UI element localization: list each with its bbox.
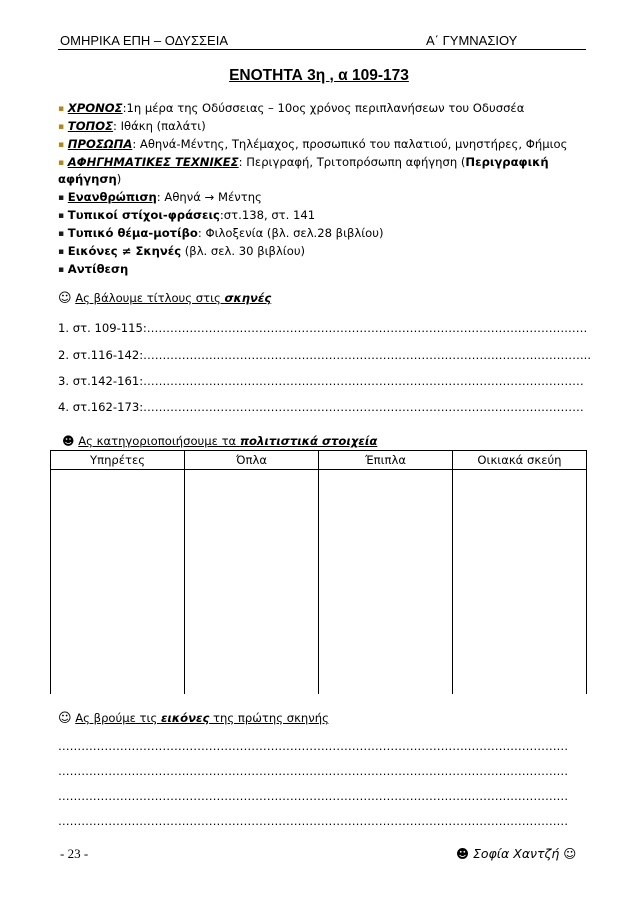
fact-stixoi xyxy=(58,208,315,222)
bullet-icon: ▪ xyxy=(58,158,65,168)
table-header-cell: Υπηρέτες xyxy=(51,451,185,470)
smiley-icon: ☺ xyxy=(58,711,72,726)
fact-antithesi xyxy=(58,262,128,276)
fact-prosopa xyxy=(58,137,567,151)
table-row xyxy=(51,470,587,695)
header-rule xyxy=(58,49,586,50)
author-credit xyxy=(456,846,576,861)
topos-label: ΤΟΠΟΣ xyxy=(67,119,114,133)
fact-eikones xyxy=(58,244,305,258)
fact-enanthropisi xyxy=(58,190,262,204)
scene-line[interactable]: 2. στ.116-142:…………………………………………………………………………………………………….. xyxy=(58,348,592,362)
eikones-value: (βλ. σελ. 30 βιβλίου) xyxy=(181,244,306,258)
table-header-cell: Οικιακά σκεύη xyxy=(452,451,586,470)
task-categorize xyxy=(62,434,377,448)
afig-close: ) xyxy=(116,172,122,186)
task2-emph: πολιτιστικά στοιχεία xyxy=(239,434,378,448)
stixoi-label: Τυπικοί στίχοι-φράσεις xyxy=(67,208,220,222)
bullet-icon: ▪ xyxy=(58,140,65,150)
task3-prefix: Ας βρούμε τις xyxy=(75,711,161,725)
task3-suffix: της πρώτης σκηνής xyxy=(209,711,329,725)
header-left: ΟΜΗΡΙΚΑ ΕΠΗ – ΟΔΥΣΣΕΙΑ xyxy=(60,33,229,48)
table-cell[interactable] xyxy=(185,470,319,695)
header-right: Α΄ ΓΥΜΝΑΣΙΟΥ xyxy=(426,33,518,48)
thema-value: : Φιλοξενία (βλ. σελ.28 βιβλίου) xyxy=(197,226,384,240)
answer-line[interactable]: …………………………………………………………………………………………………………………… xyxy=(58,764,569,778)
afig-bold2: αφήγηση xyxy=(58,172,117,186)
task1-emph: σκηνές xyxy=(224,291,272,305)
table-cell[interactable] xyxy=(51,470,185,695)
table-header-row xyxy=(51,451,587,470)
black-smiley-icon: ☻ xyxy=(62,434,75,448)
chronos-value: :1η μέρα της Οδύσσειας – 10ος χρόνος περιπλανήσεων του Οδυσσέα xyxy=(122,101,525,115)
table-header-cell: Όπλα xyxy=(185,451,319,470)
task-find-images xyxy=(58,711,329,726)
fact-afigimatikes xyxy=(58,155,549,169)
prosopa-label: ΠΡΟΣΩΠΑ xyxy=(67,137,133,151)
afig-value: : Περιγραφή, Τριτοπρόσωπη αφήγηση ( xyxy=(238,155,466,169)
table-cell[interactable] xyxy=(318,470,452,695)
afig-bold: Περιγραφική xyxy=(465,155,549,169)
enanth-value: : Αθηνά → Μέντης xyxy=(156,190,262,204)
task1-prefix: Ας βάλουμε τίτλους στις xyxy=(75,291,225,305)
smiley-icon: ☺ xyxy=(58,291,72,306)
afig-label: ΑΦΗΓΗΜΑΤΙΚΕΣ ΤΕΧΝΙΚΕΣ xyxy=(67,155,239,169)
chronos-label: ΧΡΟΝΟΣ xyxy=(67,101,123,115)
page-number: - 23 - xyxy=(60,846,89,861)
antithesi-label: Αντίθεση xyxy=(67,262,129,276)
scene-line[interactable]: 4. στ.162-173:…………………………………………………………………………………………………… xyxy=(58,400,584,414)
fact-chronos xyxy=(58,101,524,115)
scene-line[interactable]: 3. στ.142-161:…………………………………………………………………………………………………… xyxy=(58,374,584,388)
fact-topos xyxy=(58,119,206,133)
fact-afigimatikes-cont xyxy=(58,172,121,186)
fact-thema xyxy=(58,226,384,240)
enanth-label: Ενανθρώπιση xyxy=(67,190,157,204)
table-header-cell: Έπιπλα xyxy=(318,451,452,470)
culture-table xyxy=(50,450,587,694)
bullet-icon: ▪ xyxy=(58,122,65,132)
bullet-icon: ▪ xyxy=(58,211,65,221)
task2-prefix: Ας κατηγοριοποιήσουμε τα xyxy=(78,434,240,448)
bullet-icon: ▪ xyxy=(58,229,65,239)
black-smiley-icon: ☻ xyxy=(456,846,470,861)
answer-line[interactable]: …………………………………………………………………………………………………………………… xyxy=(58,789,569,803)
author-name: Σοφία Χαντζή xyxy=(473,846,560,861)
page-title: ΕΝΟΤΗΤΑ 3η , α 109-173 xyxy=(229,67,409,84)
table-cell[interactable] xyxy=(452,470,586,695)
task3-emph: εικόνες xyxy=(160,711,210,725)
answer-line[interactable]: …………………………………………………………………………………………………………………… xyxy=(58,739,569,753)
prosopa-value: : Αθηνά-Μέντης, Τηλέμαχος, προσωπικό του παλατιού, μνηστήρες, Φήμιος xyxy=(132,137,568,151)
bullet-icon: ▪ xyxy=(58,104,65,114)
topos-value: : Ιθάκη (παλάτι) xyxy=(113,119,206,133)
bullet-icon: ▪ xyxy=(58,247,65,257)
stixoi-value: :στ.138, στ. 141 xyxy=(219,208,316,222)
bullet-icon: ▪ xyxy=(58,193,65,203)
task-scene-titles xyxy=(58,291,271,306)
smiley-icon: ☺ xyxy=(563,846,577,861)
eikones-label: Εικόνες ≠ Σκηνές xyxy=(67,244,182,258)
thema-label: Τυπικό θέμα-μοτίβο xyxy=(67,226,198,240)
scene-line[interactable]: 1. στ. 109-115:…………………………………………………………………………………………………… xyxy=(58,321,588,335)
answer-line[interactable]: …………………………………………………………………………………………………………………… xyxy=(58,814,569,828)
bullet-icon: ▪ xyxy=(58,265,65,275)
